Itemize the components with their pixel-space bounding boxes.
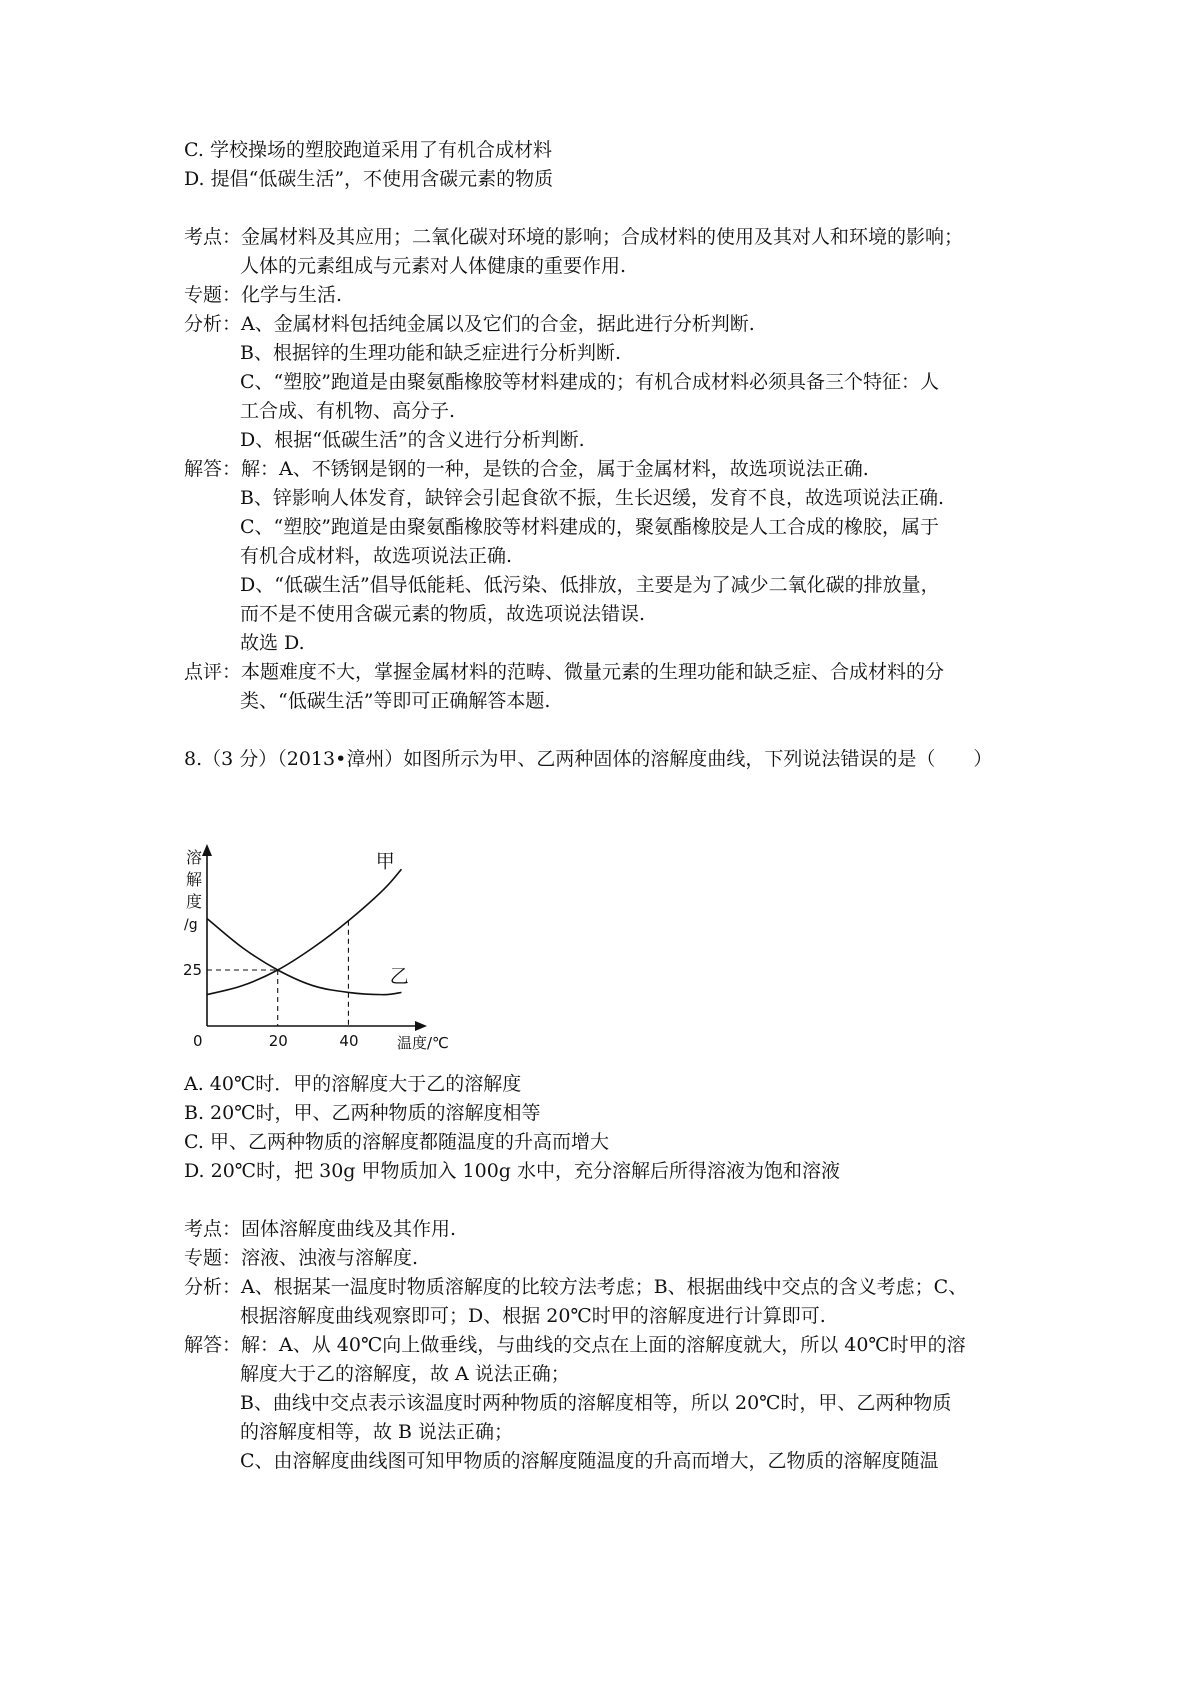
q8-option-b: B. 20℃时，甲、乙两种物质的溶解度相等 <box>184 1102 541 1124</box>
q7-fenxi-line2: B、根据锌的生理功能和缺乏症进行分析判断. <box>240 342 622 364</box>
q7-dianping-line1: 点评：本题难度不大，掌握金属材料的范畴、微量元素的生理功能和缺乏症、合成材料的分 <box>184 661 945 683</box>
q7-option-c: C. 学校操场的塑胶跑道采用了有机合成材料 <box>184 139 552 161</box>
q8-jieda-line1: 解答：解：A、从 40℃向上做垂线，与曲线的交点在上面的溶解度就大，所以 40℃时甲的溶 <box>184 1334 966 1356</box>
y-axis-label <box>184 848 202 933</box>
series-line-jia <box>207 869 401 994</box>
x-axis-label: 温度/℃ <box>397 1034 449 1052</box>
origin-label: 0 <box>193 1032 203 1050</box>
q8-option-d: D. 20℃时，把 30g 甲物质加入 100g 水中，充分溶解后所得溶液为饱和溶液 <box>184 1160 840 1182</box>
q7-jieda-line4: 有机合成材料，故选项说法正确. <box>240 545 513 567</box>
q7-jieda-line3: C、“塑胶”跑道是由聚氨酯橡胶等材料建成的，聚氨酯橡胶是人工合成的橡胶，属于 <box>240 516 939 538</box>
q8-option-a: A. 40℃时．甲的溶解度大于乙的溶解度 <box>184 1073 522 1095</box>
q7-fenxi-line5: D、根据“低碳生活”的含义进行分析判断. <box>240 429 585 451</box>
q8-jieda-line2: 解度大于乙的溶解度，故 A 说法正确； <box>240 1363 570 1385</box>
y-axis-label-char: 度 <box>186 892 203 911</box>
y-axis-arrow <box>202 844 212 856</box>
y-axis-label-char: 溶 <box>186 848 203 867</box>
q7-jieda-line6: 而不是不使用含碳元素的物质，故选项说法错误. <box>240 603 646 625</box>
y-axis-label-char: /g <box>184 917 198 933</box>
q8-zhuanti: 专题：溶液、浊液与溶解度. <box>184 1247 419 1269</box>
q8-option-c: C. 甲、乙两种物质的溶解度都随温度的升高而增大 <box>184 1131 609 1153</box>
chart-labels <box>183 850 449 1052</box>
x-tick-label: 20 <box>268 1032 288 1050</box>
q7-kaodian-line2: 人体的元素组成与元素对人体健康的重要作用. <box>240 255 627 277</box>
q7-zhuanti: 专题：化学与生活. <box>184 284 343 306</box>
x-axis-arrow <box>415 1021 427 1031</box>
q8-jieda-line5: C、由溶解度曲线图可知甲物质的溶解度随温度的升高而增大，乙物质的溶解度随温 <box>240 1450 939 1472</box>
q7-fenxi-line1: 分析：A、金属材料包括纯金属以及它们的合金，据此进行分析判断. <box>184 313 755 335</box>
q7-jieda-line7: 故选 D. <box>240 632 305 654</box>
q7-jieda-line1: 解答：解：A、不锈钢是钢的一种，是铁的合金，属于金属材料，故选项说法正确. <box>184 458 869 480</box>
x-tick-label: 40 <box>339 1032 359 1050</box>
series-lines <box>207 869 401 994</box>
q8-fenxi-line1: 分析：A、根据某一温度时物质溶解度的比较方法考虑；B、根据曲线中交点的含义考虑；C、 <box>184 1276 968 1298</box>
q8-fenxi-line2: 根据溶解度曲线观察即可；D、根据 20℃时甲的溶解度进行计算即可. <box>240 1305 826 1327</box>
q7-option-d: D. 提倡“低碳生活”，不使用含碳元素的物质 <box>184 168 554 190</box>
q8-stem: 8.（3 分）（2013•漳州）如图所示为甲、乙两种固体的溶解度曲线，下列说法错误的是（ ） <box>184 748 993 770</box>
series-line-yi <box>207 918 401 994</box>
q8-jieda-line4: 的溶解度相等，故 B 说法正确； <box>240 1421 514 1443</box>
q8-kaodian: 考点：固体溶解度曲线及其作用. <box>184 1218 457 1240</box>
q7-jieda-line2: B、锌影响人体发育，缺锌会引起食欲不振，生长迟缓，发育不良，故选项说法正确. <box>240 487 945 509</box>
q7-kaodian-line1: 考点：金属材料及其应用；二氧化碳对环境的影响；合成材料的使用及其对人和环境的影响； <box>184 226 964 248</box>
solubility-chart <box>180 843 450 1068</box>
q7-fenxi-line4: 工合成、有机物、高分子. <box>240 400 456 422</box>
q7-jieda-line5: D、“低碳生活”倡导低能耗、低污染、低排放，主要是为了减少二氧化碳的排放量， <box>240 574 940 596</box>
series-label-yi: 乙 <box>389 965 409 988</box>
y-axis-label-char: 解 <box>186 870 203 889</box>
y-tick-label: 25 <box>183 961 203 979</box>
q8-jieda-line3: B、曲线中交点表示该温度时两种物质的溶解度相等，所以 20℃时，甲、乙两种物质 <box>240 1392 952 1414</box>
q7-fenxi-line3: C、“塑胶”跑道是由聚氨酯橡胶等材料建成的；有机合成材料必须具备三个特征：人 <box>240 371 939 393</box>
q7-dianping-line2: 类、“低碳生活”等即可正确解答本题. <box>240 690 551 712</box>
series-label-jia: 甲 <box>375 850 395 873</box>
